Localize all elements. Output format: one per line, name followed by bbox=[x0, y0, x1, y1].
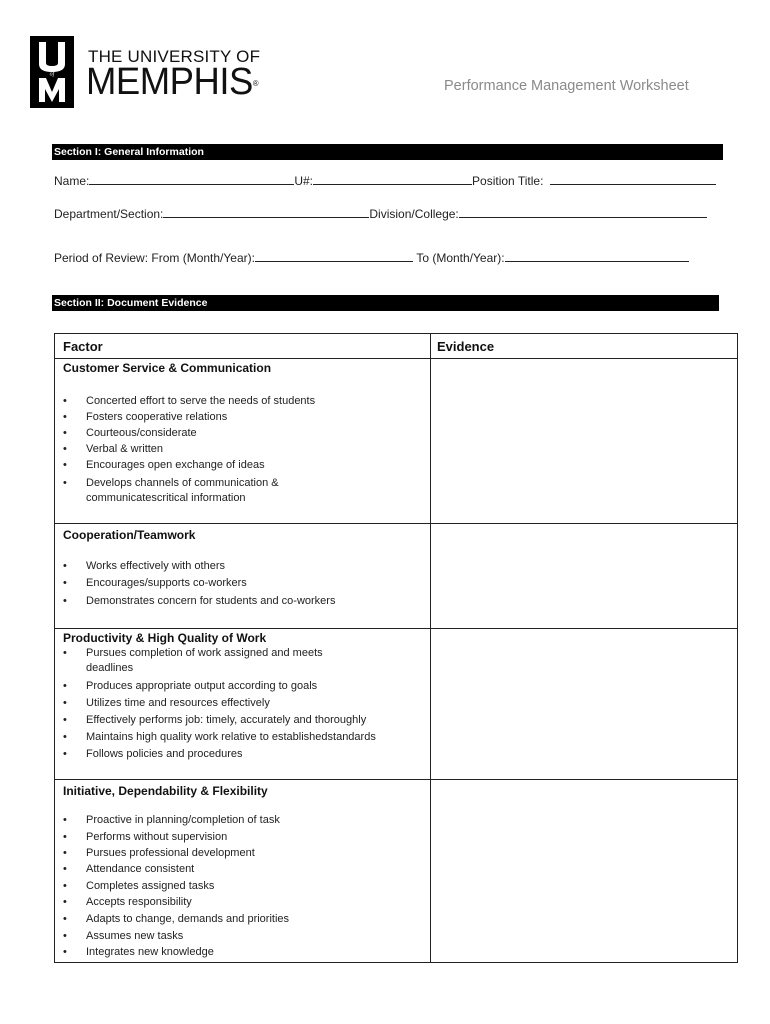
division-label: Division/College: bbox=[369, 207, 459, 221]
factor-cooperation bbox=[63, 528, 423, 608]
list-item: • Completes assigned tasks bbox=[63, 880, 423, 893]
period-from-field[interactable] bbox=[255, 251, 413, 262]
factor-bullet-list bbox=[63, 395, 423, 506]
factor-bullet-list bbox=[63, 814, 423, 959]
department-label: Department/Section: bbox=[54, 207, 164, 221]
list-item: • Maintains high quality work relative to establishedstandards bbox=[63, 731, 423, 744]
list-item: • Adapts to change, demands and priorities bbox=[63, 913, 423, 926]
name-row bbox=[54, 174, 716, 188]
list-item: • Pursues professional development bbox=[63, 847, 423, 860]
evidence-cell-initiative[interactable] bbox=[431, 780, 737, 962]
factor-initiative bbox=[63, 784, 423, 959]
factor-title: Cooperation/Teamwork bbox=[63, 528, 196, 542]
period-row bbox=[54, 251, 689, 265]
period-to-label: To (Month/Year): bbox=[416, 251, 505, 265]
position-title-field[interactable] bbox=[550, 174, 716, 185]
list-item: • Performs without supervision bbox=[63, 831, 423, 844]
factor-title: Productivity & High Quality of Work bbox=[63, 631, 267, 645]
uid-label: U#: bbox=[294, 174, 314, 188]
list-item: • Effectively performs job: timely, accurately and thoroughly bbox=[63, 714, 423, 727]
period-from-label: Period of Review: From (Month/Year): bbox=[54, 251, 255, 265]
factor-bullet-list bbox=[63, 646, 423, 761]
factor-productivity bbox=[63, 631, 423, 761]
section-1-header: Section I: General Information bbox=[52, 144, 723, 160]
name-label: Name: bbox=[54, 174, 90, 188]
list-item: • Proactive in planning/completion of task bbox=[63, 814, 423, 827]
university-logo bbox=[30, 36, 262, 108]
list-item: • Follows policies and procedures bbox=[63, 748, 423, 761]
list-item: • Verbal & written bbox=[63, 443, 423, 456]
section-2-header: Section II: Document Evidence bbox=[52, 295, 719, 311]
list-item: • Fosters cooperative relations bbox=[63, 411, 423, 424]
division-field[interactable] bbox=[459, 207, 707, 218]
list-item: • Accepts responsibility bbox=[63, 896, 423, 909]
list-item: • Works effectively with others bbox=[63, 560, 423, 573]
list-item: • Demonstrates concern for students and co-workers bbox=[63, 595, 423, 608]
evidence-cell-productivity[interactable] bbox=[431, 629, 737, 779]
list-item: • Encourages open exchange of ideas bbox=[63, 459, 423, 472]
period-to-field[interactable] bbox=[505, 251, 689, 262]
list-item: • Attendance consistent bbox=[63, 863, 423, 876]
factor-customer-service bbox=[63, 361, 423, 506]
logo-text-line1: THE UNIVERSITY OF bbox=[88, 47, 261, 66]
position-title-label: Position Title: bbox=[472, 174, 544, 188]
list-item: • Utilizes time and resources effectively bbox=[63, 697, 423, 710]
list-item: • Pursues completion of work assigned and meets deadlines bbox=[63, 646, 423, 676]
factor-bullet-list bbox=[63, 560, 423, 608]
name-field[interactable] bbox=[89, 174, 294, 185]
list-item: • Develops channels of communication & communicatescritical information bbox=[63, 476, 423, 506]
department-field[interactable] bbox=[163, 207, 369, 218]
evidence-column-header: Evidence bbox=[437, 339, 495, 354]
svg-text:of: of bbox=[49, 71, 55, 78]
list-item: • Courteous/considerate bbox=[63, 427, 423, 440]
logo-text-line2: MEMPHIS® bbox=[86, 61, 259, 103]
list-item: • Assumes new tasks bbox=[63, 930, 423, 943]
logo-mark-icon bbox=[30, 36, 74, 108]
factor-title: Customer Service & Communication bbox=[63, 361, 272, 375]
factor-title: Initiative, Dependability & Flexibility bbox=[63, 784, 268, 798]
factor-column-header: Factor bbox=[63, 339, 103, 354]
evidence-cell-customer-service[interactable] bbox=[431, 359, 737, 523]
department-row bbox=[54, 207, 707, 221]
list-item: • Concerted effort to serve the needs of students bbox=[63, 395, 423, 408]
uid-field[interactable] bbox=[313, 174, 472, 185]
list-item: • Integrates new knowledge bbox=[63, 946, 423, 959]
list-item: • Produces appropriate output according to goals bbox=[63, 680, 423, 693]
evidence-cell-cooperation[interactable] bbox=[431, 524, 737, 628]
registered-mark: ® bbox=[252, 78, 259, 88]
page-title: Performance Management Worksheet bbox=[444, 78, 689, 94]
evidence-table bbox=[54, 333, 738, 963]
list-item: • Encourages/supports co-workers bbox=[63, 577, 423, 590]
